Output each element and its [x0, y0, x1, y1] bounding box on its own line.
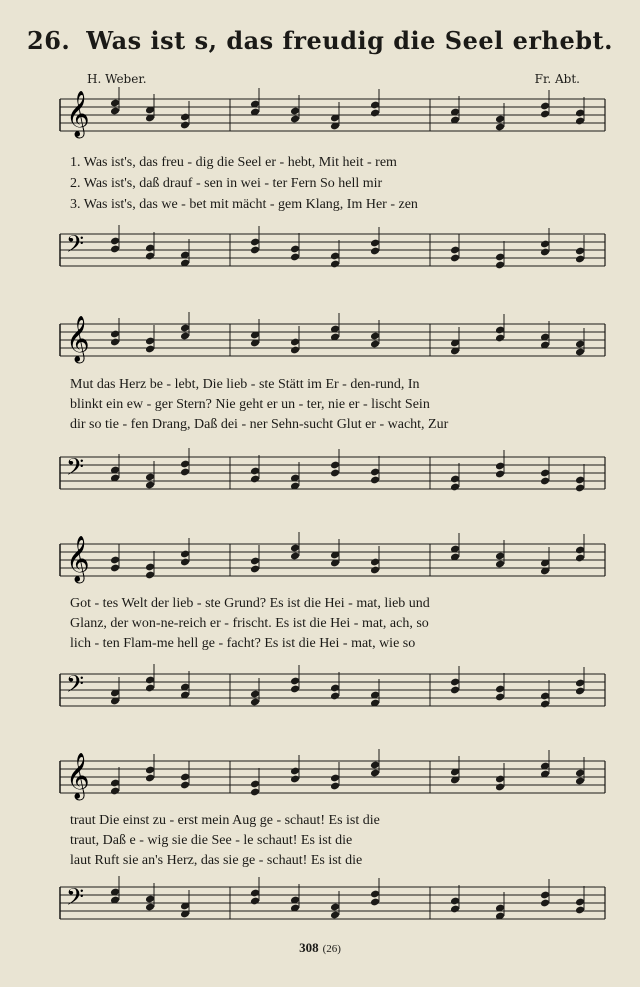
bass-staff-3 — [60, 670, 605, 710]
treble-staff-1 — [60, 91, 605, 137]
bass-staff-4 — [60, 883, 605, 923]
bass-clef-icon: 𝄢 — [66, 670, 85, 703]
bass-clef-icon: 𝄢 — [66, 453, 85, 486]
lyric-line-4-1: traut Die einst zu - erst mein Aug ge - schaut! Es ist die — [70, 813, 380, 828]
hymn-reference: (26) — [322, 943, 341, 955]
treble-clef-icon: 𝄞 — [66, 91, 90, 137]
treble-staff-4 — [60, 753, 605, 799]
lyric-line-1-2: 2. Was ist's, daß drauf - sen in wei - ter Fern So hell mir — [70, 176, 383, 191]
treble-clef-icon: 𝄞 — [66, 536, 90, 582]
bass-staff-2 — [60, 453, 605, 493]
lyric-line-3-2: Glanz, der won-ne-reich er - frischt. Es ist die Hei - mat, ach, so — [70, 616, 429, 631]
bass-staff-1 — [60, 230, 605, 270]
bass-clef-icon: 𝄢 — [66, 230, 85, 263]
lyric-line-2-1: Mut das Herz be - lebt, Die lieb - ste Stätt im Er - den-rund, In — [70, 377, 420, 392]
treble-clef-icon: 𝄞 — [66, 316, 90, 362]
lyric-line-3-1: Got - tes Welt der lieb - ste Grund? Es ist die Hei - mat, lieb und — [70, 596, 430, 611]
lyric-line-1-3: 3. Was ist's, das we - bet mit mächt - gem Klang, Im Her - zen — [70, 197, 418, 212]
lyric-line-2-3: dir so tie - fen Drang, Daß dei - ner Sehn-sucht Glut er - wacht, Zur — [70, 417, 449, 432]
lyricist-credit: H. Weber. — [87, 72, 147, 86]
page-footer — [0, 940, 640, 956]
composer-credit: Fr. Abt. — [534, 72, 580, 86]
page-number: 308 — [299, 940, 319, 955]
hymn-title: Was ist s, das freudig die Seel erhebt. — [86, 26, 613, 55]
hymn-number: 26. — [27, 26, 71, 55]
hymn-title-block — [0, 26, 640, 55]
lyric-line-3-3: lich - ten Flam-me hell ge - facht? Es ist die Hei - mat, wie so — [70, 636, 416, 651]
treble-staff-2 — [60, 316, 605, 362]
treble-staff-3 — [60, 536, 605, 582]
bass-clef-icon: 𝄢 — [66, 883, 85, 916]
lyric-line-4-2: traut, Daß e - wig sie die See - le schaut! Es ist die — [70, 833, 353, 848]
lyric-line-2-2: blinkt ein ew - ger Stern? Nie geht er un - ter, nie er - lischt Sein — [70, 397, 430, 412]
lyric-line-1-1: 1. Was ist's, das freu - dig die Seel er - hebt, Mit heit - rem — [70, 155, 397, 170]
lyric-line-4-3: laut Ruft sie an's Herz, das sie ge - schaut! Es ist die — [70, 853, 363, 868]
treble-clef-icon: 𝄞 — [66, 753, 90, 799]
